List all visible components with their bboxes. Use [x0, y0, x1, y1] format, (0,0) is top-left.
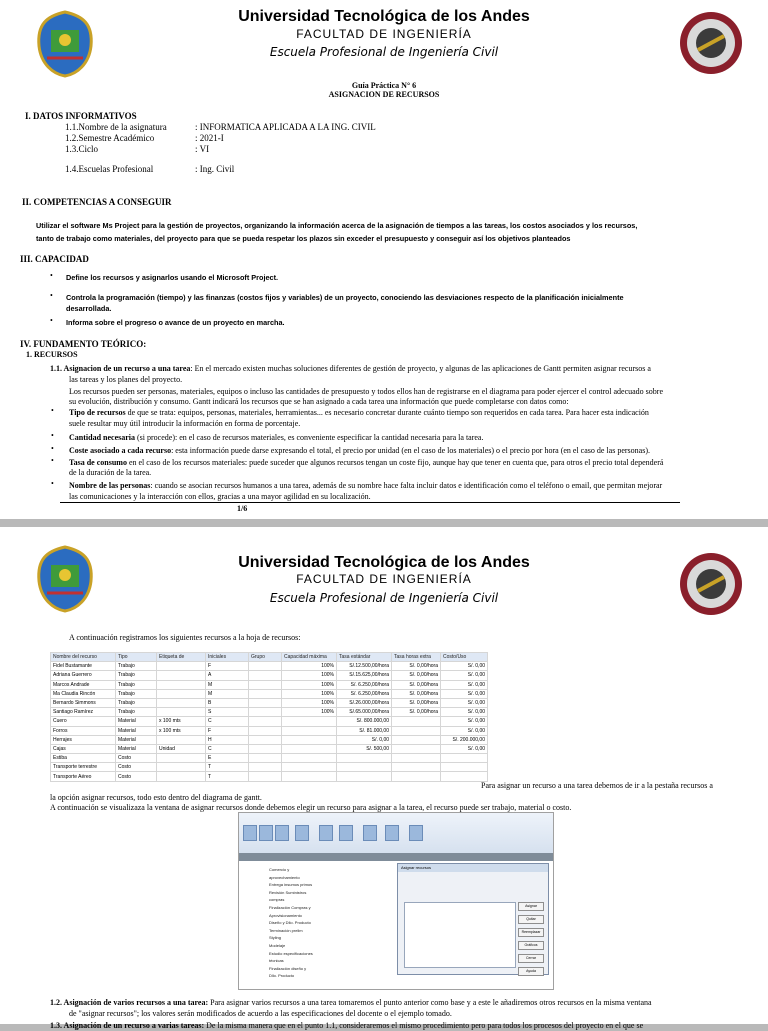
table-cell[interactable]: 100%	[282, 680, 337, 689]
ribbon-toolbar	[239, 813, 553, 854]
table-cell[interactable]: S/. 200.000,00	[441, 735, 488, 744]
table-cell[interactable]	[249, 689, 282, 698]
table-cell[interactable]	[157, 763, 206, 772]
gantt-task-row[interactable]: Revisión Suministros	[269, 889, 307, 895]
gantt-task-row[interactable]: Terminación prelim	[269, 927, 303, 933]
table-cell[interactable]: Material	[116, 744, 157, 753]
gantt-task-row[interactable]: aprovechamiento	[269, 874, 300, 880]
table-cell[interactable]: S/. 6.250,00/hora	[337, 680, 392, 689]
section-competencias-heading: II. COMPETENCIAS A CONSEGUIR	[22, 197, 172, 207]
table-cell[interactable]: 100%	[282, 698, 337, 707]
table-cell[interactable]	[392, 744, 441, 753]
bullet-icon: •	[51, 444, 54, 453]
table-cell[interactable]	[249, 726, 282, 735]
resource-sheet-table[interactable]	[50, 652, 488, 782]
table-cell[interactable]	[249, 735, 282, 744]
table-cell[interactable]: S/. 0,00	[441, 680, 488, 689]
table-cell[interactable]: Trabajo	[116, 698, 157, 707]
table-cell[interactable]	[157, 735, 206, 744]
paragraph-line: las comunicaciones y la interacción con ellos, gracias a una mayor agilidad en su localización.	[69, 492, 371, 501]
bullet-cantidad: Cantidad necesaria (si procede): en el caso de recursos materiales, es conveniente especificar la cantidad necesaria para la tarea.	[69, 433, 484, 442]
dialog-title: Asignar recursos	[398, 864, 548, 872]
table-cell[interactable]: T	[206, 763, 249, 772]
table-column-header[interactable]: Etiqueta de	[157, 653, 206, 662]
project-screenshot	[238, 812, 554, 990]
table-cell[interactable]	[392, 772, 441, 781]
table-cell[interactable]: M	[206, 689, 249, 698]
table-cell[interactable]: Material	[116, 726, 157, 735]
table-row[interactable]	[51, 726, 488, 735]
table-cell[interactable]	[392, 717, 441, 726]
table-row[interactable]	[51, 708, 488, 717]
table-cell[interactable]: S/. 0,00	[441, 689, 488, 698]
table-cell[interactable]: S/. 0,00	[441, 698, 488, 707]
table-cell[interactable]: F	[206, 726, 249, 735]
table-cell[interactable]: Costo	[116, 763, 157, 772]
table-row[interactable]	[51, 772, 488, 781]
table-cell[interactable]: 100%	[282, 662, 337, 671]
table-cell[interactable]: S/. 0,00/hora	[392, 708, 441, 717]
table-cell[interactable]	[157, 772, 206, 781]
table-cell[interactable]: S/. 0,00	[441, 708, 488, 717]
gantt-task-row[interactable]: Diseño y Dllo. Producto	[269, 920, 311, 926]
table-cell[interactable]: Cuero	[51, 717, 116, 726]
table-cell[interactable]: 100%	[282, 671, 337, 680]
guide-subject: ASIGNACION DE RECURSOS	[328, 90, 440, 99]
table-row[interactable]	[51, 754, 488, 763]
competencias-text: Utilizar el software Ms Project para la gestión de proyectos, organizando la información acerca de la asignación de tiempos a las tareas, los costos asociados y los recursos,	[36, 221, 638, 230]
table-cell[interactable]: M	[206, 680, 249, 689]
table-cell[interactable]	[157, 689, 206, 698]
table-cell[interactable]	[392, 754, 441, 763]
table-cell[interactable]	[441, 754, 488, 763]
bullet-icon: •	[51, 431, 54, 440]
table-cell[interactable]	[282, 717, 337, 726]
datos-label: 1.3.Ciclo	[65, 144, 98, 154]
table-cell[interactable]: S/.65.000,00/hora	[337, 708, 392, 717]
table-cell[interactable]: F	[206, 662, 249, 671]
guide-number: Guía Práctica N° 6	[351, 81, 417, 90]
school-name: Escuela Profesional de Ingeniería Civil	[269, 591, 499, 605]
table-cell[interactable]: Ma Claudia Rincón	[51, 689, 116, 698]
table-cell[interactable]	[282, 735, 337, 744]
paragraph-line: su evolución, distribución y consumo. Gantt indicará los recursos que se han asignado a cada tarea una información que puede completarse con datos como:	[69, 397, 569, 406]
table-cell[interactable]: S/. 0,00/hora	[392, 698, 441, 707]
table-cell[interactable]: Cajas	[51, 744, 116, 753]
table-cell[interactable]	[249, 698, 282, 707]
table-column-header[interactable]: Nombre del recurso	[51, 653, 116, 662]
table-cell[interactable]: 100%	[282, 708, 337, 717]
datos-label: 1.2.Semestre Académico	[65, 133, 155, 143]
table-cell[interactable]	[249, 717, 282, 726]
table-cell[interactable]	[392, 735, 441, 744]
table-cell[interactable]: 100%	[282, 689, 337, 698]
bullet-icon: •	[51, 406, 54, 415]
table-cell[interactable]	[249, 671, 282, 680]
capacidad-item: Controla la programación (tiempo) y las finanzas (costos fijos y variables) de un proyecto, conociendo las desviaciones respecto de la planificación inicialmente	[66, 293, 624, 302]
ribbon-icon	[339, 825, 353, 841]
table-cell[interactable]	[337, 763, 392, 772]
table-cell[interactable]	[249, 754, 282, 763]
table-cell[interactable]: Herrajes	[51, 735, 116, 744]
table-cell[interactable]: Material	[116, 735, 157, 744]
gantt-task-row[interactable]: Comercio y	[269, 867, 290, 872]
table-cell[interactable]: B	[206, 698, 249, 707]
table-cell[interactable]: C	[206, 717, 249, 726]
datos-value: : 2021-I	[195, 133, 224, 143]
table-cell[interactable]: Material	[116, 717, 157, 726]
table-cell[interactable]: S/. 0,00	[441, 726, 488, 735]
ribbon-icon	[295, 825, 309, 841]
table-cell[interactable]: S/.15.625,00/hora	[337, 671, 392, 680]
assign-resources-dialog	[397, 863, 549, 975]
table-cell[interactable]: S/. 0,00	[441, 744, 488, 753]
table-cell[interactable]	[157, 708, 206, 717]
table-cell[interactable]: C	[206, 744, 249, 753]
table-cell[interactable]	[282, 772, 337, 781]
gantt-task-row[interactable]: Dllo. Producto	[269, 973, 295, 979]
page-header	[0, 527, 768, 609]
bullet-tasa: Tasa de consumo en el caso de los recursos materiales: puede suceder que algunos recursos tengan un coste fijo, aunque hay que tener en cuenta que, para otros el precio total dependerá	[69, 458, 664, 467]
table-cell[interactable]: H	[206, 735, 249, 744]
table-cell[interactable]: Trabajo	[116, 708, 157, 717]
table-cell[interactable]: S/. 800.000,00	[337, 717, 392, 726]
paragraph-line: A continuación se visualizaza la ventana de asignar recursos donde debemos elegir un recurso para asignar a la tarea, el recurso puede ser trabajo, material o costo.	[50, 803, 572, 812]
ribbon-icon	[259, 825, 273, 841]
table-cell[interactable]	[392, 763, 441, 772]
table-cell[interactable]	[441, 763, 488, 772]
table-cell[interactable]	[249, 680, 282, 689]
bullet-icon: •	[50, 316, 53, 325]
gantt-task-row[interactable]: Entrega insumos primos	[269, 882, 313, 888]
ribbon-icon	[409, 825, 423, 841]
bullet-coste: Coste asociado a cada recurso: esta información puede darse expresando el total, el precio por unidad (en el caso de los materiales) o el precio por hora (en el caso de las personas).	[69, 446, 650, 455]
bullet-nombre: Nombre de las personas: cuando se asocian recursos humanos a una tarea, además de su nombre hace falta incluir datos e identificación como el teléfono o email, que permitan mejorar	[69, 481, 663, 490]
paragraph-1-2: 1.2. Asignación de varios recursos a una tarea: Para asignar varios recursos a una tarea tomaremos el punto anterior como base y a este le añadiremos otros recursos en la misma ventana	[50, 998, 652, 1007]
paragraph-line: Para asignar un recurso a una tarea debemos de ir a la pestaña recursos a	[481, 781, 713, 790]
table-cell[interactable]: Trabajo	[116, 671, 157, 680]
table-cell[interactable]: S/. 0,00/hora	[392, 680, 441, 689]
table-cell[interactable]: S/. 0,00/hora	[392, 671, 441, 680]
table-cell[interactable]	[337, 772, 392, 781]
gantt-task-row[interactable]: Modelaje	[269, 943, 286, 948]
ribbon-icon	[363, 825, 377, 841]
dialog-button[interactable]: Gráficos	[518, 941, 544, 950]
dialog-button[interactable]: Asignar	[518, 902, 544, 911]
paragraph-line: de la duración de la tarea.	[69, 468, 152, 477]
gantt-task-row[interactable]: Estudio especificaciones	[269, 950, 313, 956]
paragraph-line: suele resultar muy útil introducir la información en forma de porcentaje.	[69, 419, 301, 428]
dialog-button[interactable]: Ayuda	[518, 967, 544, 976]
table-row[interactable]	[51, 680, 488, 689]
civil-engineering-seal-icon	[678, 551, 744, 617]
table-column-header[interactable]: Tipo	[116, 653, 157, 662]
ribbon-icon	[275, 825, 289, 841]
table-cell[interactable]: Transporte terrestre	[51, 763, 116, 772]
capacidad-item: desarrollada.	[66, 304, 112, 313]
section-fundamento-heading: IV. FUNDAMENTO TEÓRICO:	[20, 339, 147, 349]
table-column-header[interactable]: Capacidad máxima	[282, 653, 337, 662]
table-cell[interactable]: Santiago Ramírez	[51, 708, 116, 717]
university-name: Universidad Tecnológica de los Andes	[238, 8, 530, 25]
table-cell[interactable]	[249, 662, 282, 671]
gantt-task-row[interactable]: Styling	[269, 935, 282, 941]
gantt-task-row[interactable]: técnicas	[269, 958, 284, 964]
table-cell[interactable]: Estiba	[51, 754, 116, 763]
table-cell[interactable]: Adriana Guerrero	[51, 671, 116, 680]
recursos-subheading: 1. RECURSOS	[26, 350, 78, 359]
paragraph-line: de "asignar recursos"; los valores serán modificados de acuerdo a las especificaciones del docente o el ejemplo tomado.	[69, 1009, 452, 1018]
faculty-name: FACULTAD DE INGENIERÍA	[296, 27, 472, 41]
ribbon-icon	[319, 825, 333, 841]
faculty-name: FACULTAD DE INGENIERÍA	[296, 572, 472, 586]
table-row[interactable]	[51, 671, 488, 680]
timeline-bar	[239, 853, 553, 861]
school-name: Escuela Profesional de Ingeniería Civil	[269, 45, 499, 59]
table-row[interactable]	[51, 717, 488, 726]
table-cell[interactable]: S/. 500,00	[337, 744, 392, 753]
table-cell[interactable]: Marcos Andrade	[51, 680, 116, 689]
table-cell[interactable]	[157, 754, 206, 763]
table-cell[interactable]: Transporte Aéreo	[51, 772, 116, 781]
table-cell[interactable]: x 100 mts	[157, 726, 206, 735]
paragraph-1-3: 1.3. Asignación de un recurso a varias tareas: De la misma manera que en el punto 1.1, consideraremos el mismo procedimiento pero para todos los procesos del proyecto en el que se	[50, 1021, 644, 1030]
gantt-task-row[interactable]: compras	[269, 897, 285, 903]
bullet-tipo: Tipo de recursos de que se trata: equipos, personas, materiales, herramientas... es necesario concretar durante cuánto tiempo son requeridos en cada tarea. Para hacer esta indicación	[69, 408, 649, 417]
table-cell[interactable]	[249, 708, 282, 717]
datos-value: : INFORMATICA APLICADA A LA ING. CIVIL	[195, 122, 376, 132]
bullet-icon: •	[51, 456, 54, 465]
table-cell[interactable]	[157, 680, 206, 689]
table-cell[interactable]: S/. 0,00	[441, 717, 488, 726]
datos-value: : Ing. Civil	[195, 164, 235, 174]
table-column-header[interactable]: Tasa estándar	[337, 653, 392, 662]
table-row[interactable]	[51, 689, 488, 698]
page-header	[0, 0, 768, 82]
paragraph-line: la opción asignar recursos, todo esto dentro del diagrama de gantt.	[50, 793, 262, 802]
gantt-task-row[interactable]: Finalización Compras y	[269, 905, 311, 910]
table-cell[interactable]: S/. 0,00/hora	[392, 689, 441, 698]
table-column-header[interactable]: Iniciales	[206, 653, 249, 662]
table-cell[interactable]	[249, 772, 282, 781]
table-cell[interactable]: Trabajo	[116, 662, 157, 671]
capacidad-item: Define los recursos y asignarlos usando el Microsoft Project.	[66, 273, 279, 282]
paragraph-line: las tareas y los planes del proyecto.	[69, 375, 183, 384]
dialog-button[interactable]: Reemplazar	[518, 928, 544, 937]
gantt-task-row[interactable]: Finalización diseño y	[269, 965, 307, 971]
table-cell[interactable]: S	[206, 708, 249, 717]
table-column-header[interactable]: Grupo	[249, 653, 282, 662]
paragraph-1-1: 1.1. Asignacion de un recurso a una tarea: En el mercado existen muchas soluciones diferentes de gestión de proyecto, y algunas de las aplicaciones de Gantt permiten asignar recursos a	[50, 364, 651, 373]
resources-intro: A continuación registramos los siguientes recursos a la hoja de recursos:	[69, 633, 301, 642]
table-cell[interactable]: Unidad	[157, 744, 206, 753]
table-cell[interactable]	[337, 754, 392, 763]
table-cell[interactable]	[157, 662, 206, 671]
table-cell[interactable]: E	[206, 754, 249, 763]
university-name: Universidad Tecnológica de los Andes	[238, 554, 530, 571]
footer-rule	[60, 502, 680, 503]
table-cell[interactable]: S/. 0,00/hora	[392, 662, 441, 671]
ribbon-icon	[243, 825, 257, 841]
table-cell[interactable]: S/. 81.000,00	[337, 726, 392, 735]
page-number: 1/6	[237, 504, 248, 513]
bullet-icon: •	[50, 271, 53, 280]
paragraph-line: Los recursos pueden ser personas, materiales, equipos o incluso las cantidades de presupuesto y todos ellos han de registrarse en el diagrama para poder ejercer el control adecuado sobre	[69, 387, 664, 396]
table-cell[interactable]: Trabajo	[116, 689, 157, 698]
table-cell[interactable]: A	[206, 671, 249, 680]
bullet-icon: •	[51, 479, 54, 488]
table-cell[interactable]	[249, 763, 282, 772]
table-row[interactable]	[51, 662, 488, 671]
table-cell[interactable]: Costo	[116, 754, 157, 763]
table-cell[interactable]	[282, 744, 337, 753]
datos-label: 1.4.Escuelas Profesional	[65, 164, 154, 174]
table-cell[interactable]: S/. 0,00	[441, 671, 488, 680]
section-datos-heading: I. DATOS INFORMATIVOS	[25, 111, 137, 121]
table-cell[interactable]: T	[206, 772, 249, 781]
datos-value: : VI	[195, 144, 210, 154]
table-cell[interactable]: S/.26.000,00/hora	[337, 698, 392, 707]
dialog-resource-grid[interactable]	[404, 902, 516, 968]
dialog-button[interactable]: Cerrar	[518, 954, 544, 963]
gantt-task-row[interactable]: Aprovisionamiento	[269, 912, 302, 918]
competencias-text: tanto de trabajo como materiales, del proyecto para que se pueda respetar los plazos sin exceder el presupuesto y conseguir así los objetivos planteados	[36, 234, 571, 243]
table-cell[interactable]	[282, 763, 337, 772]
table-row[interactable]	[51, 744, 488, 753]
page-2	[0, 527, 768, 1030]
table-cell[interactable]	[282, 726, 337, 735]
civil-engineering-seal-icon	[678, 10, 744, 76]
table-cell[interactable]: S/. 6.250,00/hora	[337, 689, 392, 698]
table-column-header[interactable]: Costo/Uso	[441, 653, 488, 662]
table-row[interactable]	[51, 735, 488, 744]
table-cell[interactable]: Bernardo Simmons	[51, 698, 116, 707]
capacidad-item: Informa sobre el progreso o avance de un proyecto en marcha.	[66, 318, 285, 327]
dialog-button[interactable]: Quitar	[518, 915, 544, 924]
table-cell[interactable]	[282, 754, 337, 763]
table-cell[interactable]: Forros	[51, 726, 116, 735]
table-cell[interactable]: x 100 mts	[157, 717, 206, 726]
table-cell[interactable]	[157, 671, 206, 680]
table-column-header[interactable]: Tasa horas extra	[392, 653, 441, 662]
table-cell[interactable]	[157, 698, 206, 707]
table-cell[interactable]: Trabajo	[116, 680, 157, 689]
table-cell[interactable]: Costo	[116, 772, 157, 781]
table-cell[interactable]	[392, 726, 441, 735]
table-cell[interactable]: S/. 0,00	[337, 735, 392, 744]
bullet-icon: •	[50, 291, 53, 300]
table-cell[interactable]: S/.12.500,00/hora	[337, 662, 392, 671]
table-cell[interactable]: S/. 0,00	[441, 662, 488, 671]
table-cell[interactable]: Fidel Bustamante	[51, 662, 116, 671]
table-cell[interactable]	[249, 744, 282, 753]
table-row[interactable]	[51, 763, 488, 772]
ribbon-icon	[385, 825, 399, 841]
section-capacidad-heading: III. CAPACIDAD	[20, 254, 89, 264]
table-header-row	[51, 653, 488, 662]
table-row[interactable]	[51, 698, 488, 707]
datos-label: 1.1.Nombre de la asignatura	[65, 122, 167, 132]
